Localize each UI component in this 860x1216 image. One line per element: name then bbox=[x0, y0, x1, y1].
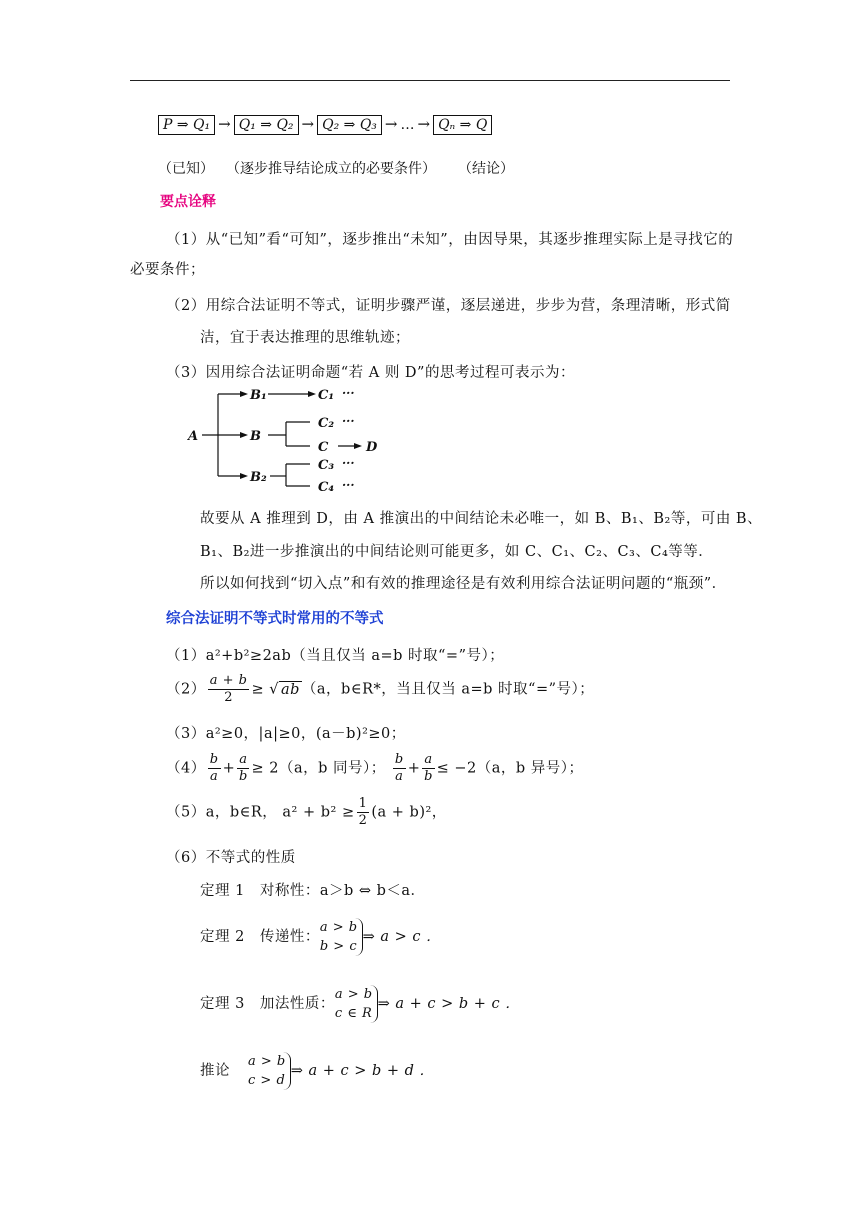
explanation-line-1: 故要从 A 推理到 D，由 A 推演出的中间结论未必唯一，如 B、B₁、B₂等，可由 B、 bbox=[200, 511, 763, 527]
explanation-line-3: 所以如何找到“切入点”和有效的推理途径是有效利用综合法证明问题的“瓶颈”． bbox=[200, 576, 727, 592]
theorem-2-conditions: a > b b > c bbox=[320, 918, 363, 956]
dots-C2: ··· bbox=[342, 414, 355, 428]
implication-chain bbox=[158, 115, 492, 135]
inequality-4-opposite-sign: ≤ −2（a，b 异号）； bbox=[436, 760, 584, 777]
fraction-b-over-a: $\frac{b}{a}$ bbox=[209, 752, 219, 784]
sqrt-ab: ab bbox=[280, 681, 300, 698]
fraction-a-plus-b-over-2: $\frac{a + b}{2}$ bbox=[209, 673, 248, 705]
inequality-5-suffix: (a + b)²， bbox=[371, 804, 447, 821]
node-C2: C₂ bbox=[318, 416, 335, 431]
corollary-result: ⇒ a + c > b + d ． bbox=[290, 1063, 435, 1079]
inequality-5-prefix: （5）a，b∈R， a² + b² ≥ bbox=[166, 804, 355, 821]
arrow-right-icon: → bbox=[301, 115, 315, 133]
inequality-5 bbox=[166, 796, 447, 829]
chain-box-3: Q₂ ⇒ Q₃ bbox=[317, 115, 382, 135]
chain-box-1: P ⇒ Q₁ bbox=[158, 115, 215, 135]
chain-ellipsis: … bbox=[400, 117, 415, 133]
node-B1: B₁ bbox=[250, 388, 267, 403]
chain-box-4: Qₙ ⇒ Q bbox=[433, 115, 492, 135]
inequality-2 bbox=[166, 673, 594, 706]
theorem-3-label: 定理 3 加法性质： bbox=[200, 996, 335, 1012]
theorem-1: 定理 1 对称性：a＞b ⇔ b＜a． bbox=[200, 883, 426, 899]
theorem-3-conditions: a > b c ∈ R bbox=[335, 985, 378, 1023]
inequality-4 bbox=[166, 752, 584, 785]
inequality-3: （3）a²≥0，|a|≥0，(a－b)²≥0； bbox=[166, 726, 406, 742]
inequality-2-prefix: （2） bbox=[166, 681, 206, 698]
chain-label-conclusion: （结论） bbox=[458, 161, 514, 177]
arrow-right-icon: → bbox=[218, 115, 231, 133]
node-B2: B₂ bbox=[250, 470, 267, 485]
note-3-line-1: （3）因用综合法证明命题“若 A 则 D”的思考过程可表示为： bbox=[166, 365, 575, 381]
corollary-conditions: a > b c > d bbox=[248, 1052, 291, 1090]
dots-C3: ··· bbox=[342, 456, 355, 470]
explanation-line-2: B₁、B₂进一步推演出的中间结论则可能更多，如 C、C₁、C₂、C₃、C₄等等． bbox=[200, 544, 714, 560]
chain-label-middle: （逐步推导结论成立的必要条件） bbox=[226, 161, 436, 177]
plus-sign: + bbox=[222, 760, 236, 777]
dots-C4: ··· bbox=[342, 478, 355, 492]
section-title-notes: 要点诠释 bbox=[160, 194, 216, 210]
inequality-6: （6）不等式的性质 bbox=[166, 850, 296, 866]
theorem-2 bbox=[200, 918, 441, 956]
fraction-b-over-a-2: $\frac{b}{a}$ bbox=[394, 752, 404, 784]
fraction-a-over-b-2: $\frac{a}{b}$ bbox=[424, 752, 433, 784]
inequality-1: （1）a²+b²≥2ab（当且仅当 a=b 时取“=”号）； bbox=[166, 648, 505, 664]
node-C4: C₄ bbox=[318, 480, 335, 495]
arrow-right-icon: → bbox=[417, 115, 431, 133]
plus-sign-2: + bbox=[407, 760, 421, 777]
node-C1: C₁ bbox=[318, 388, 335, 403]
theorem-3 bbox=[200, 985, 520, 1023]
dots-C1: ··· bbox=[342, 386, 355, 400]
fraction-one-half: $\frac{1}{2}$ bbox=[358, 796, 368, 828]
theorem-2-result: ⇒ a > c ． bbox=[362, 929, 442, 945]
node-B: B bbox=[250, 429, 261, 444]
note-2-line-2: 洁，宜于表达推理的思维轨迹； bbox=[200, 330, 410, 346]
chain-label-known: （已知） bbox=[158, 161, 214, 177]
node-A: A bbox=[188, 429, 199, 444]
corollary bbox=[200, 1052, 435, 1090]
header-rule bbox=[130, 80, 730, 81]
arrow-right-icon: → bbox=[384, 115, 398, 133]
note-2-line-1: （2）用综合法证明不等式，证明步骤严谨，逐层递进，步步为营，条理清晰，形式简 bbox=[166, 298, 731, 314]
node-C3: C₃ bbox=[318, 458, 335, 473]
theorem-2-label: 定理 2 传递性： bbox=[200, 929, 320, 945]
inequality-4-prefix: （4） bbox=[166, 760, 206, 777]
note-1-line-1: （1）从“已知”看“可知”，逐步推出“未知”，由因导果，其逐步推理实际上是寻找它的 bbox=[166, 232, 734, 248]
fraction-a-over-b: $\frac{a}{b}$ bbox=[238, 752, 248, 784]
section-title-inequalities: 综合法证明不等式时常用的不等式 bbox=[166, 611, 384, 627]
chain-box-2: Q₁ ⇒ Q₂ bbox=[234, 115, 299, 135]
node-C: C bbox=[318, 440, 329, 455]
corollary-label: 推论 bbox=[200, 1063, 230, 1079]
inequality-4-same-sign: ≥ 2（a，b 同号）； bbox=[251, 760, 386, 777]
note-1-line-2: 必要条件； bbox=[130, 262, 205, 278]
node-D: D bbox=[366, 440, 378, 455]
inequality-2-mid: ≥ √ bbox=[251, 681, 279, 698]
theorem-3-result: ⇒ a + c > b + c ． bbox=[377, 996, 521, 1012]
inequality-2-suffix: （a，b∈R*，当且仅当 a=b 时取“=”号）； bbox=[301, 681, 595, 698]
reasoning-tree-diagram bbox=[180, 382, 400, 498]
